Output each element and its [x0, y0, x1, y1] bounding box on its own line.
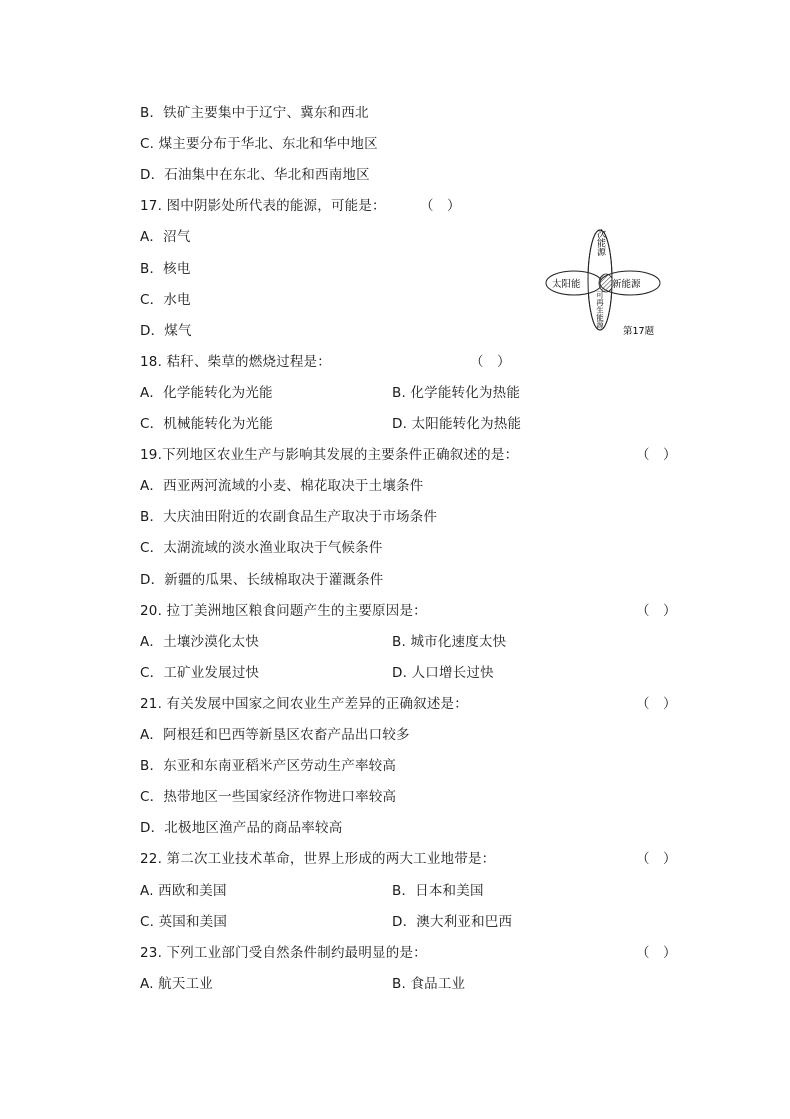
question-line: C．水电 [140, 292, 191, 308]
question-line: A．西亚两河流域的小麦、棉花取决于土壤条件 [140, 478, 424, 494]
question-line: B．东亚和东南亚稻米产区劳动生产率较高 [140, 758, 397, 774]
new-energy-label: 新能源 [612, 279, 641, 290]
secondary-energy-label: 二次能源 [595, 228, 605, 256]
option-right: B. 城市化速度太快 [392, 634, 507, 650]
option-right: B．日本和美国 [392, 883, 484, 899]
figure-caption: 第17题 [623, 326, 655, 337]
answer-parentheses: （ ） [636, 696, 677, 712]
question-line: A．阿根廷和巴西等新垦区农畜产品出口较多 [140, 727, 410, 743]
question-line: 19.下列地区农业生产与影响其发展的主要条件正确叙述的是： [140, 447, 519, 463]
answer-parentheses: （ ） [470, 354, 511, 370]
question-line: A. 航天工业 [140, 976, 213, 992]
option-right: B. 化学能转化为热能 [392, 385, 521, 401]
solar-energy-label: 太阳能 [552, 279, 581, 290]
energy-venn-diagram [540, 228, 680, 340]
question-line: A．沼气 [140, 229, 191, 245]
question-line: D．北极地区渔产品的商品率较高 [140, 820, 343, 836]
question-line: B．核电 [140, 261, 191, 277]
question-line: 23. 下列工业部门受自然条件制约最明显的是： [140, 945, 427, 961]
question-line: C. 英国和美国 [140, 914, 228, 930]
answer-parentheses: （ ） [636, 447, 677, 463]
answer-parentheses: （ ） [636, 851, 677, 867]
question-line: B．铁矿主要集中于辽宁、冀东和西北 [140, 105, 369, 121]
answer-parentheses: （ ） [636, 603, 677, 619]
question-line: C．热带地区一些国家经济作物进口率较高 [140, 789, 397, 805]
shaded-intersection [599, 274, 613, 292]
option-right: D．澳大利亚和巴西 [392, 914, 513, 930]
question-line: A．土壤沙漠化太快 [140, 634, 260, 650]
question-line: 21. 有关发展中国家之间农业生产差异的正确叙述是： [140, 696, 468, 712]
option-right: D. 太阳能转化为热能 [392, 416, 522, 432]
option-right: B. 食品工业 [392, 976, 466, 992]
answer-parentheses: （ ） [636, 945, 677, 961]
answer-parentheses: （ ） [420, 198, 461, 214]
question-line: C．太湖流域的淡水渔业取决于气候条件 [140, 540, 383, 556]
question-line: D．煤气 [140, 323, 192, 339]
question-line: A. 西欧和美国 [140, 883, 227, 899]
question-line: A．化学能转化为光能 [140, 385, 273, 401]
question-line: C．机械能转化为光能 [140, 416, 273, 432]
energy-venn-figure [540, 228, 680, 340]
renewable-energy-label: 可再生能源 [595, 291, 605, 329]
question-line: 20. 拉丁美洲地区粮食问题产生的主要原因是： [140, 603, 427, 619]
question-line: D．石油集中在东北、华北和西南地区 [140, 167, 370, 183]
question-line: 18. 秸秆、柴草的燃烧过程是： [140, 354, 331, 370]
question-line: 22. 第二次工业技术革命，世界上形成的两大工业地带是： [140, 851, 496, 867]
question-line: C. 煤主要分布于华北、东北和华中地区 [140, 136, 378, 152]
question-line: D．新疆的瓜果、长绒棉取决于灌溉条件 [140, 572, 384, 588]
question-line: 17. 图中阴影处所代表的能源，可能是： [140, 198, 386, 214]
question-line: B．大庆油田附近的农副食品生产取决于市场条件 [140, 509, 438, 525]
question-line: C．工矿业发展过快 [140, 665, 260, 681]
option-right: D. 人口增长过快 [392, 665, 494, 681]
